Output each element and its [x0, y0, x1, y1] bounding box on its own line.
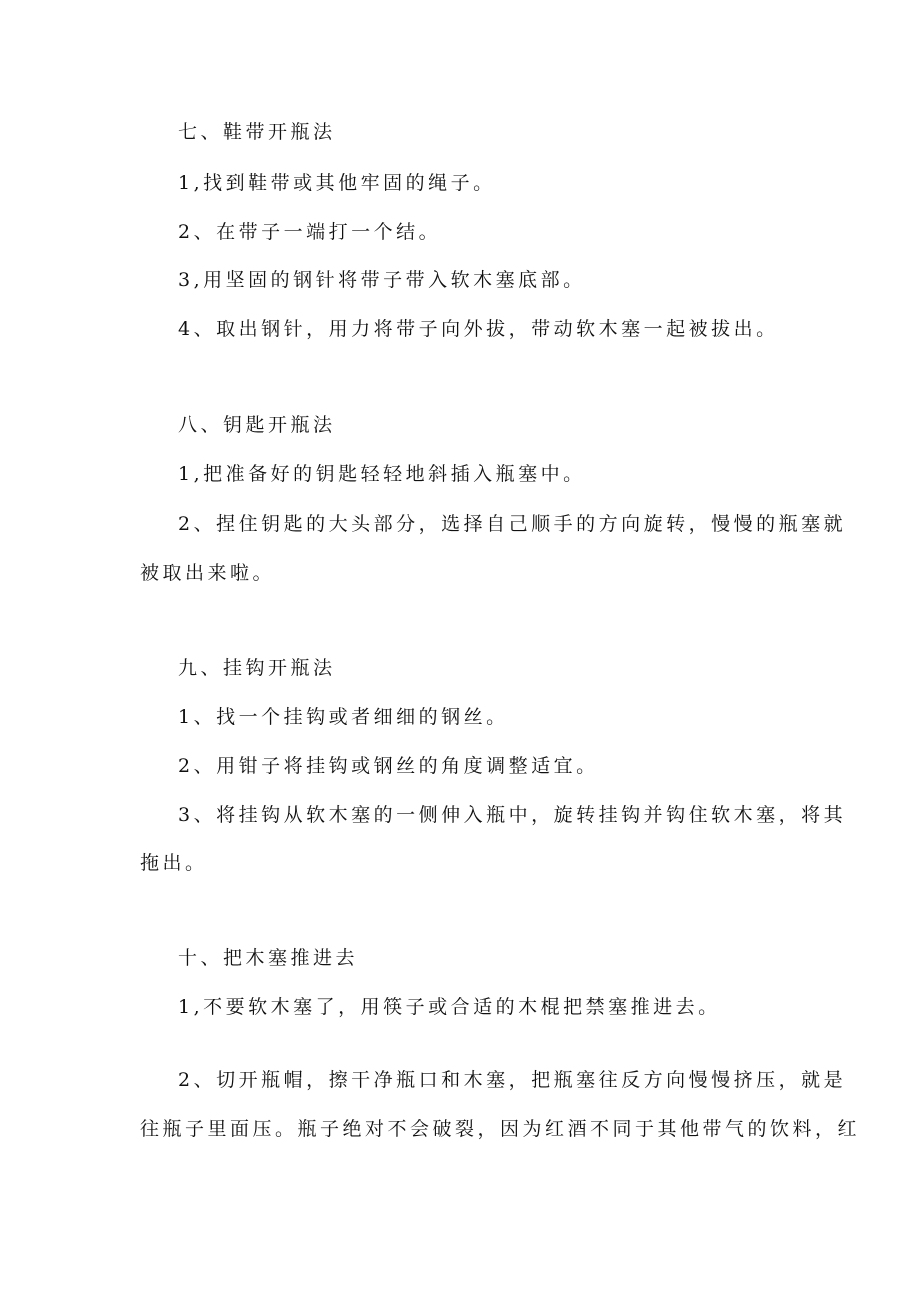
- paragraph-line: 2、用钳子将挂钩或钢丝的角度调整适宜。: [178, 755, 599, 777]
- paragraph-line: 往瓶子里面压。瓶子绝对不会破裂，因为红酒不同于其他带气的饮料，红: [140, 1118, 861, 1140]
- paragraph-line: 拖出。: [140, 852, 208, 874]
- paragraph-line: 3,用坚固的钢针将带子带入软木塞底部。: [178, 269, 586, 291]
- paragraph-line: 2、在带子一端打一个结。: [178, 221, 442, 243]
- section-heading: 七、鞋带开瓶法: [178, 121, 336, 143]
- paragraph-line: 1,找到鞋带或其他牢固的绳子。: [178, 172, 496, 194]
- paragraph-line: 1,把准备好的钥匙轻轻地斜插入瓶塞中。: [178, 463, 586, 485]
- paragraph-line: 2、捏住钥匙的大头部分，选择自己顺手的方向旋转，慢慢的瓶塞就: [178, 513, 847, 535]
- paragraph-line: 2、切开瓶帽，擦干净瓶口和木塞，把瓶塞往反方向慢慢挤压，就是: [178, 1069, 847, 1091]
- paragraph-line: 1、找一个挂钩或者细细的钢丝。: [178, 706, 509, 728]
- paragraph-line: 被取出来啦。: [140, 562, 276, 584]
- section-heading: 八、钥匙开瓶法: [178, 414, 336, 436]
- paragraph-line: 4、取出钢针，用力将带子向外拔，带动软木塞一起被拔出。: [178, 318, 779, 340]
- section-heading: 九、挂钩开瓶法: [178, 657, 336, 679]
- section-heading: 十、把木塞推进去: [178, 947, 359, 969]
- paragraph-line: 3、将挂钩从软木塞的一侧伸入瓶中，旋转挂钩并钩住软木塞，将其: [178, 804, 847, 826]
- paragraph-line: 1,不要软木塞了，用筷子或合适的木棍把禁塞推进去。: [178, 996, 721, 1018]
